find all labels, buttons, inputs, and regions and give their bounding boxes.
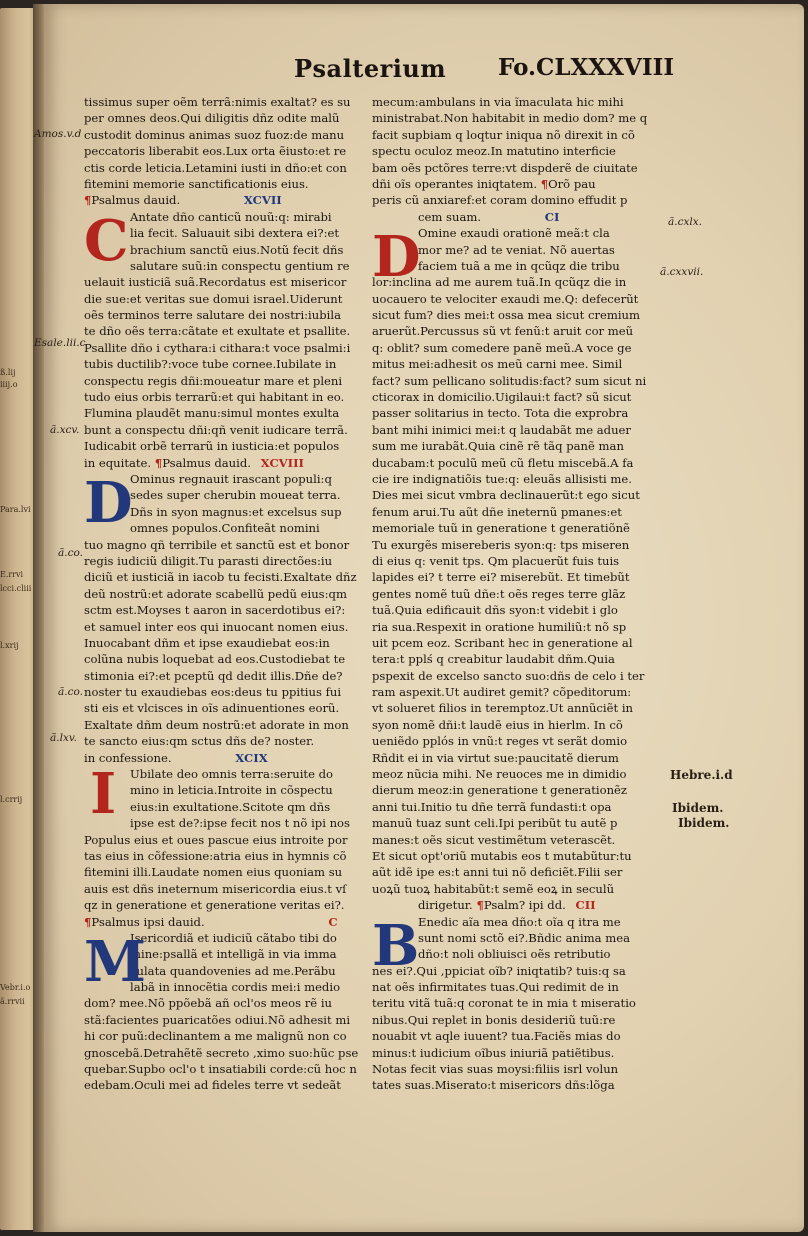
text-line: custodit dominus animas suoz fuoz:de manu [84,127,345,142]
text-line: mecum:ambulans in via ĩmaculata hic mihi [372,95,624,109]
text-line: in confessione. [84,750,172,765]
text-line: dom? mee.Nõ ppõebã añ ocl'os meos rẽ iu [84,996,332,1011]
psalm-heading-text: Psalmus dauid. [91,193,181,208]
text-line: Notas fecit vias suas moysi:filiis isrl volun [372,1062,619,1077]
psalm-number: C [328,914,338,929]
psalm-heading-text: Psalm? ipi dd. [483,898,566,913]
text-line: cticorax in domicilio.Uigilaui:t fact? sũ sicut [372,390,632,405]
text-line: fitemini memorie sanctificationis eius. [84,176,309,191]
psalm-heading-text: Psalmus dauid. [162,455,251,470]
psalm-heading [372,897,664,913]
text-line: dierum meoz:in generatione t generationẽz [372,783,628,798]
text-line: tuo magno qñ terribile et sanctũ est et bonor [84,537,350,552]
left-page-mark: l.crrij [0,795,23,804]
text-line: uit pcem eoz. Scribant hec in generatione al [372,635,633,650]
decorated-initial: D [372,224,421,291]
text-line: culata quandovenies ad me.Perãbu [130,963,336,978]
text-line: oẽs terminos terre salutare dei nostri:iubila [84,308,341,323]
text-line: dño:t noli obliuisci oẽs retributio [418,947,611,962]
psalm-number: CII [575,898,596,913]
decorated-initial: I [90,761,117,828]
running-title: Psalterium [294,54,447,83]
page [34,4,804,1232]
text-line: tubis ductilib?:voce tube cornee.Iubilate in [84,357,337,372]
text-line: lapides ei? t terre ei? miserebũt. Et timebũt [372,570,630,585]
text-line: salutare suũ:in conspectu gentium re [130,258,350,273]
decorated-initial: C [84,207,129,274]
psalm-number: XCVII [243,193,282,208]
pilcrow-icon: ¶ [154,455,163,470]
margin-note: Hebre.i.d [670,768,733,782]
text-line: mor me? ad te veniat. Nõ auertas [418,242,615,257]
text-line: bant mihi inimici mei:t q laudabãt me aduer [372,422,631,437]
psalm-101-block [372,225,664,913]
text-line: tera:t pplś q creabitur laudabit dñm.Quia [372,652,615,667]
psalm-number: XCVIII [260,455,304,470]
text-line: Inuocabant dñm et ipse exaudiebat eos:in [84,635,330,650]
text-line: cie ire indignatiõis tue:q: eleuãs allisisti me. [372,471,632,486]
text-line: bam oẽs pctõres terre:vt dispderẽ de ciuitate [372,160,638,175]
text-line: manes:t oẽs sicut vestimẽtum veterascẽt. [372,832,616,847]
left-page-mark: lcci.cliii [0,584,32,593]
text-line: die sue:et veritas sue domui israel.Uiderunt [84,291,343,306]
psalm-number: XCIX [235,750,268,765]
text-line: spectu oculoz meoz.In matutino interficie [372,144,616,159]
text-line: di eius q: venit tps. Qm placuerũt fuis tuis [372,553,620,568]
pilcrow-icon: ¶ [540,176,549,191]
text-line: ueniẽdo pplós in vnũ:t reges vt serãt domio [372,734,628,749]
psalm-number: CI [544,209,560,224]
psalm-98-block [84,471,376,766]
text-line: aũt idẽ ipe es:t anni tui nõ deficiẽt.Filii ser [372,865,623,880]
text-line: et samuel inter eos qui inuocant nomen eius. [84,619,349,634]
text-line: te dño oẽs terra:cãtate et exultate et psallite. [84,324,351,339]
text-line: peccatoris liberabit eos.Lux orta ẽiusto:et re [84,144,347,159]
psalm-heading [84,192,376,208]
text-line: bunt a conspectu dñi:qñ venit iudicare terrã. [84,422,348,437]
text-line: brachium sanctũ eius.Notũ fecit dñs [130,242,344,257]
text-line: Exaltate dñm deum nostrũ:et adorate in mon [84,717,349,732]
text-line: tudo eius orbis terrarũ:et qui habitant in eo. [84,390,345,405]
text-line: ram aspexit.Ut audiret gemit? cõpeditorum: [372,685,632,700]
left-column [84,94,376,1094]
text-line: uelauit iusticiã suã.Recordatus est misericor [84,275,347,290]
text-line [372,176,664,192]
psalm-heading [84,914,376,930]
psalm-heading [372,209,664,225]
text-line: labã in innocẽtia cordis mei:i medio [130,980,341,995]
text-line: Enedic aĩa mea dño:t oĩa q itra me [418,914,621,929]
right-column [372,94,664,1094]
text-line: Flumina plaudẽt manu:simul montes exulta [84,406,340,421]
text-line: gentes nomẽ tuũ dñe:t oẽs reges terre glãz [372,586,626,601]
pilcrow-icon: ¶ [84,193,92,208]
text-line: Omine exaudi orationẽ meã:t cla [418,226,610,241]
text-line: lor:inclina ad me aurem tuã.In qcũqz die in [372,275,627,290]
text-line: minus:t iudicium oĩbus iniuriã patiẽtibus. [372,1045,615,1060]
text-line: quebar.Supbo ocl'o t insatiabili corde:cũ hoc n [84,1062,357,1077]
margin-note: ã.co. [58,686,83,698]
psalm-99-block [84,761,376,930]
text-line: meoz nũcia mihi. Ne reuoces me in dimidio [372,767,627,782]
margin-note: Ibidem. [672,801,724,815]
text-line: Dñs in syon magnus:et excelsus sup [130,504,342,519]
text-line: peris cũ anxiaref:et coram domino effudit p [372,193,628,208]
text-line: uocauero te velociter exaudi me.Q: defecerũt [372,291,639,306]
pilcrow-icon: ¶ [84,914,92,929]
decorated-initial: B [372,912,420,979]
left-page-mark: E.rrvi [0,570,24,579]
margin-note: Amos.v.d [34,128,82,140]
text-line: sicut fum? dies mei:t ossa mea sicut cremium [372,308,641,323]
left-page-mark: ã.rrvii [0,997,25,1006]
text-line: ria sua.Respexit in oratione humiliũ:t nõ sp [372,619,627,634]
psalm-heading [84,455,376,471]
text-line: Ominus regnauit irascant populi:q [130,471,332,486]
psalm-heading [84,750,376,766]
left-page-mark: Para.lvi [0,505,31,514]
text-line: omnes populos.Confiteãt nomini [130,521,320,536]
decorated-initial: M [84,928,146,995]
text-line: Antate dño canticũ nouũ:q: mirabi [130,209,332,224]
margin-note: ã.lxv. [50,732,77,744]
text-line: aruerũt.Percussus sũ vt fenũ:t aruit cor meũ [372,324,634,339]
margin-note: ã.co. [58,547,83,559]
text-line: Ubilate deo omnis terra:seruite do [130,767,334,782]
text-line: auis est dñs ineternum misericordia eius.t vſ [84,881,347,896]
text-line: te sancto eius:qm sctus dñs de? noster. [84,734,315,749]
text-segment: dirigetur. [418,898,473,913]
text-line: sctm est.Moyses t aaron in sacerdotibus ei?: [84,603,346,618]
text-line: Dies mei sicut vmbra declinauerũt:t ego sicut [372,488,640,503]
pilcrow-icon: ¶ [476,898,484,913]
text-segment: dñi oĩs operantes iniqtatem. [372,176,538,191]
text-line: Tu exurgẽs misereberis syon:q: tps miseren [372,537,630,552]
text-line: sunt nomi sctõ ei?.Bñdic anima mea [418,930,631,945]
text-line: colũna nubis loquebat ad eos.Custodiebat te [84,652,346,667]
decorated-initial: D [84,469,133,536]
text-line: fitemini illi.Laudate nomen eius quoniam su [84,865,343,880]
text-line: fenum arui.Tu aũt dñe ineternũ pmanes:et [372,504,622,519]
left-page-mark: iiij.o [0,380,18,389]
text-line: facit supbiam q loqtur iniqua nõ direxit in cõ [372,127,635,142]
text-line: anni tui.Initio tu dñe terrã fundasti:t opa [372,799,612,814]
text-line: regis iudiciũ diligit.Tu parasti directões:iu [84,553,333,568]
text-line: passer solitarius in tecto. Tota die exprobra [372,406,629,421]
text-line: nat oẽs infirmitates tuas.Qui redimit de in [372,980,619,995]
text-line: stimonia ei?:et pceptũ qd dedit illis.Dñe de? [84,668,343,683]
text-line: lia fecit. Saluauit sibi dextera ei?:et [130,226,340,241]
psalm-100-block [84,930,376,1094]
text-line: manuũ tuaz sunt celi.Ipi peribũt tu autẽ p [372,816,618,831]
text-line: mine:psallã et intelligã in via imma [130,947,337,962]
text-line: mino in leticia.Introite in cõspectu [130,783,333,798]
text-line: syon nomẽ dñi:t laudẽ eius in hierlm. In cõ [372,717,623,732]
text-line: pspexit de excelso sancto suo:dñs de celo i ter [372,668,645,683]
left-page-edge [0,8,36,1230]
text-line: vt solueret filios in teremptoz.Ut annũciẽt in [372,701,634,716]
text-line: Rñdit ei in via virtut sue:paucitatẽ dierum [372,750,619,765]
psalm-97-block [84,209,376,471]
text-line: q: oblit? sum comedere panẽ meũ.A voce ge [372,340,632,355]
text-line: tuã.Quia edificauit dñs syon:t videbit i glo [372,603,618,618]
text-line: ctis corde leticia.Letamini iusti in dño:et con [84,160,347,175]
text-line: fact? sum pellicano solitudis:fact? sum sicut ni [372,373,647,388]
text-line: noster tu exaudiebas eos:deus tu ppitius fui [84,685,342,700]
text-line: Isericordiã et iudiciũ cãtabo tibi do [130,930,337,945]
text-line: conspectu regis dñi:moueatur mare et pleni [84,373,343,388]
text-line: Iudicabit orbẽ terrarũ in iusticia:et populos [84,439,340,454]
folio-number: Fo.CLXXXVIII [498,54,675,81]
text-line: hi cor puũ:declinantem a me malignũ non co [84,1029,347,1044]
text-line: mitus mei:adhesit os meũ carni mee. Simil [372,357,623,372]
text-segment: cem suam. [418,209,482,224]
text-line: sum me iurabãt.Quia cinẽ rẽ tãq panẽ man [372,439,624,454]
text-line: Psallite dño i cythara:i cithara:t voce psalmi:i [84,340,351,355]
text-line: edebam.Oculi mei ad fideles terre vt sedeãt [84,1078,341,1093]
text-line: sti eis et vlcisces in oĩs adinuentiones eorũ. [84,701,340,716]
text-line: nouabit vt aqle iuuent? tua.Faciẽs mias do [372,1029,621,1044]
text-line: teritu vitã tuã:q coronat te in mia t miseratio [372,996,636,1011]
psalm-heading-text: Psalmus ipsi dauid. [91,914,205,929]
rubric-text: Orõ pau [548,176,596,191]
text-line: ducabam:t poculũ meũ cũ fletu miscebã.A fa [372,455,634,470]
text-line: memoriale tuũ in generatione t generatiõnẽ [372,521,630,536]
text-line: tas eius in cõfessione:atria eius in hymnis cõ [84,848,347,863]
text-line: in equitate. [84,455,152,470]
left-page-mark: ß.lij [0,368,16,377]
text-line: nes ei?.Qui ,ppiciat oĩb? iniqtatib? tuis:q sa [372,963,626,978]
text-line: ipse est de?:ipse fecit nos t nõ ipi nos [130,816,350,831]
margin-note: Esale.lii.c [34,337,86,349]
running-header [44,54,804,90]
text-line: Et sicut opt'oriũ mutabis eos t mutabũtur:tu [372,848,632,863]
left-page-mark: Vebr.i.o [0,983,31,992]
margin-note: Ibidem. [678,816,730,830]
text-line: Populus eius et oues pascue eius introite por [84,832,348,847]
left-page-mark: l.xrij [0,641,19,650]
text-line: per omnes deos.Qui diligitis dñz odite malũ [84,111,340,126]
text-line: faciem tuã a me in qcũqz die tribu [418,258,620,273]
text-line: tates suas.Miserato:t misericors dñs:lõga [372,1078,615,1093]
text-line: qz in generatione et generatione veritas ei?. [84,898,345,913]
text-line: eius:in exultatione.Scitote qm dñs [130,799,331,814]
text-line: ministrabat.Non habitabit in medio dom? me q [372,111,648,126]
margin-note: ã.xcv. [50,424,80,436]
text-line: stã:facientes puaricatões odiui.Nõ adhesit mi [84,1012,351,1027]
text-line: nibus.Qui replet in bonis desideriũ tuũ:re [372,1012,616,1027]
text-line: uoꝝũ tuoꝝ habitabũt:t semẽ eoꝝ in seculũ [372,881,615,896]
text-line: deũ nostrũ:et adorate scabellũ pedũ eius:qm [84,586,347,601]
text-line: diciũ et iusticiã in iacob tu fecisti.Exaltate dñz [84,570,357,585]
psalm-102-block [372,914,664,1094]
text-line: gnoscebã.Detrahẽtẽ secreto ,ximo suo:hũc pse [84,1045,359,1060]
text-line: sedes super cherubin moueat terra. [130,488,341,503]
margin-note: ã.cxxvii. [660,266,704,278]
margin-note: ã.cxlx. [668,216,703,228]
text-line: tissimus super oẽm terrã:nimis exaltat? es su [84,95,351,109]
